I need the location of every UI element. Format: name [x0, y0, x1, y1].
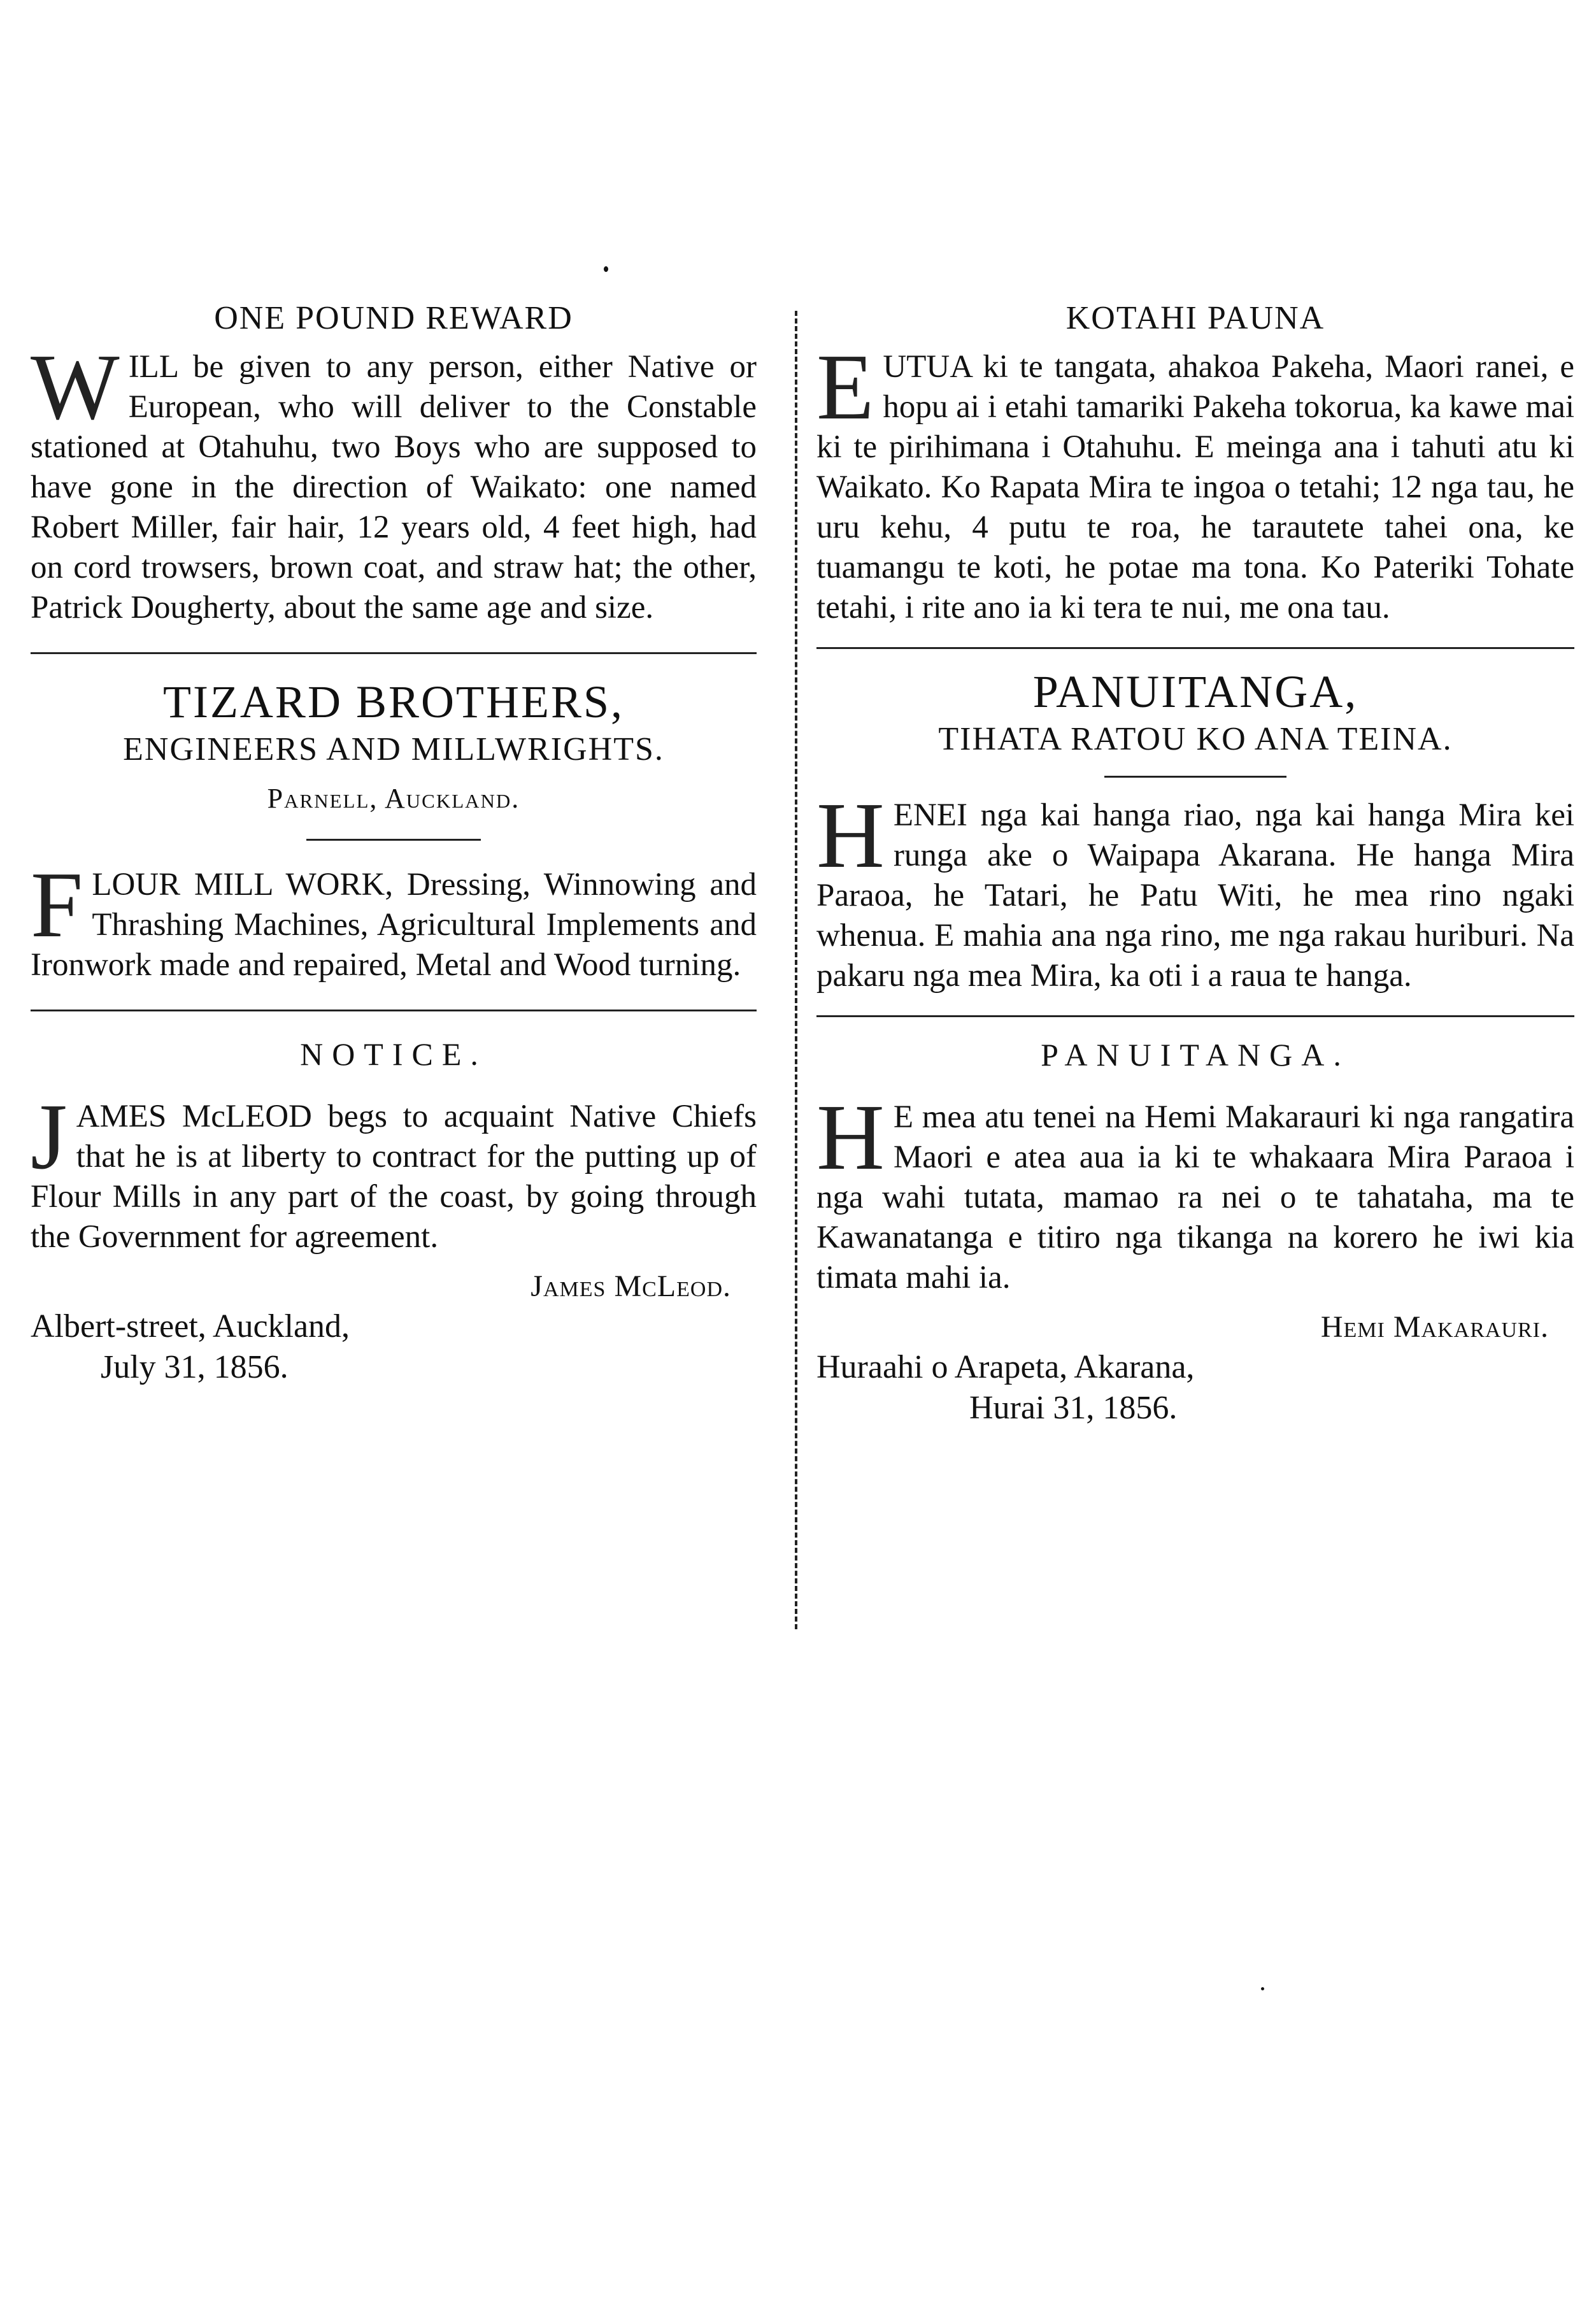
- maori-column: [816, 299, 1574, 1429]
- panuitanga2-date: Hurai 31, 1856.: [969, 1389, 1178, 1426]
- english-column: [31, 299, 757, 1388]
- section-divider: [816, 647, 1574, 649]
- tizard-body: [31, 852, 757, 985]
- notice-dateline: [31, 1306, 757, 1388]
- panuitanga2-dateline: [816, 1347, 1574, 1429]
- panuitanga2-text: E mea atu tenei na Hemi Makarauri ki nga rangatira Maori e atea aua ia ki te whakaara Mira Paraoa i nga wahi tutata, mamao ra nei o te tahataha, ma te Kawanatanga e titiro nga tikanga na korero he iwi kia timata mahi ia.: [816, 1099, 1574, 1295]
- kotahi-heading: KOTAHI PAUNA: [1065, 300, 1325, 336]
- panuitanga2-signature: Hemi Makarauri.: [1320, 1310, 1549, 1344]
- notice-signature: James McLeod.: [531, 1269, 731, 1303]
- tizard-text: LOUR MILL WORK, Dressing, Winnowing and Thrashing Machines, Agricultural Implements and Ironwork made and repaired, Metal and Wood turning.: [31, 866, 757, 983]
- panuitanga1-text: ENEI nga kai hanga riao, nga kai hanga Mira kei runga ake o Waipapa Akarana. He hanga Mira Paraoa, he Tatari, he Patu Witi, he mea rino ngaki whenua. E mahia ana nga rino, me nga rakau huriburi. Na pakaru nga mea Mira, ka oti i a raua te hanga.: [816, 797, 1574, 994]
- panuitanga2-dropcap: H: [816, 1085, 885, 1190]
- notice-date: July 31, 1856.: [101, 1348, 289, 1385]
- short-divider: [306, 839, 481, 841]
- notice-dropcap: J: [31, 1084, 68, 1189]
- tizard-subheading: ENGINEERS AND MILLWRIGHTS.: [123, 731, 664, 767]
- tizard-advert: [31, 678, 757, 985]
- tizard-dropcap: F: [31, 852, 83, 957]
- panuitanga2-body: [816, 1085, 1574, 1298]
- panuitanga-tizard: [816, 668, 1574, 996]
- kotahi-notice: [816, 299, 1574, 628]
- reward-dropcap: W: [31, 335, 120, 439]
- kotahi-text: UTUA ki te tangata, ahakoa Pakeha, Maori ranei, e hopu ai i etahi tamariki Pakeha tokorua, ka kawe mai ki te pirihimana i Otahuhu. E meinga ana i tahuti atu ki Waikato. Ko Rapata Mira te ingoa o tetahi; 12 nga tau, he uru kehu, 4 putu te roa, he tarautete tahei ona, ke tuamangu te koti, he potae ma tona. Ko Pateriki Tohate tetahi, i rite ano ia ki tera te nui, me ona tau.: [816, 349, 1574, 625]
- kotahi-body: [816, 335, 1574, 628]
- section-divider: [816, 1015, 1574, 1017]
- mcleod-notice: [31, 1036, 757, 1388]
- kotahi-dropcap: E: [816, 335, 874, 439]
- panuitanga1-heading: PANUITANGA,: [1032, 666, 1358, 717]
- print-speck: [604, 266, 608, 272]
- panuitanga-mcleod: [816, 1036, 1574, 1429]
- section-divider: [31, 652, 757, 654]
- reward-heading: ONE POUND REWARD: [214, 300, 573, 336]
- column-divider: [795, 311, 797, 1629]
- reward-body: [31, 335, 757, 628]
- panuitanga1-dropcap: H: [816, 783, 885, 888]
- notice-text: AMES McLEOD begs to acquaint Native Chiefs that he is at liberty to contract for the putting up of Flour Mills in any part of the coast, by going through the Government for agreement.: [31, 1098, 757, 1255]
- short-divider: [1104, 776, 1286, 778]
- panuitanga2-heading: PANUITANGA.: [1041, 1036, 1350, 1073]
- notice-heading: NOTICE.: [300, 1036, 487, 1072]
- reward-text: ILL be given to any person, either Native or European, who will deliver to the Constable stationed at Otahuhu, two Boys who are supposed to have gone in the direction of Waikato: one named Robert Miller, fair hair, 12 years old, 4 feet high, had on cord trowsers, brown coat, and straw hat; the other, Patrick Dougherty, about the same age and size.: [31, 349, 757, 625]
- panuitanga1-subheading: TIHATA RATOU KO ANA TEINA.: [938, 720, 1453, 757]
- notice-body: [31, 1084, 757, 1257]
- notice-address: Albert-street, Auckland,: [31, 1308, 350, 1345]
- panuitanga2-address: Huraahi o Arapeta, Akarana,: [816, 1348, 1195, 1385]
- tizard-location: Parnell, Auckland.: [267, 782, 520, 814]
- tizard-heading: TIZARD BROTHERS,: [162, 676, 625, 727]
- section-divider: [31, 1010, 757, 1011]
- print-speck: [1261, 1987, 1264, 1990]
- panuitanga1-body: [816, 783, 1574, 996]
- reward-notice: [31, 299, 757, 628]
